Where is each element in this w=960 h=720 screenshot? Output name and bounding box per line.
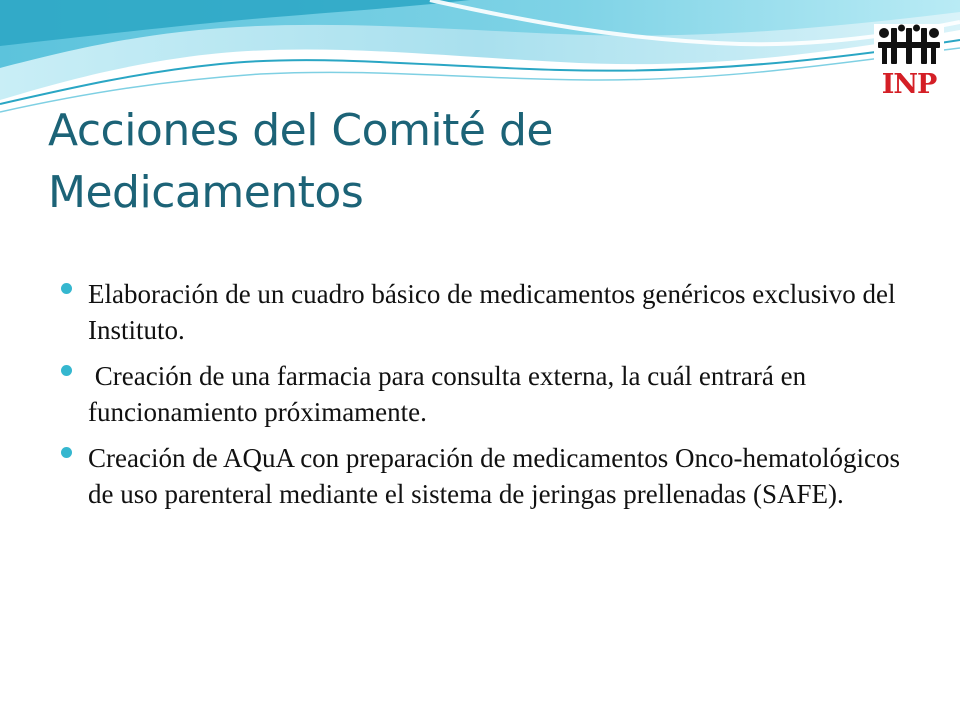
bullet-dot-icon: [61, 365, 72, 376]
inp-logo: [874, 24, 944, 102]
bullet-dot-icon: [61, 283, 72, 294]
bullet-dot-icon: [61, 447, 72, 458]
bullet-text: Elaboración de un cuadro básico de medicamentos genéricos exclusivo del Instituto.: [88, 279, 896, 345]
bullet-text: Creación de una farmacia para consulta externa, la cuál entrará en funcionamiento próximamente.: [88, 361, 813, 427]
family-figures-icon: [874, 24, 944, 70]
bullet-text: Creación de AQuA con preparación de medicamentos Onco-hematológicos de uso parenteral mediante el sistema de jeringas prellenadas (SAFE).: [88, 443, 900, 509]
list-item: [58, 276, 918, 348]
slide-title: Acciones del Comité de Medicamentos: [48, 105, 553, 218]
logo-text: INP: [881, 69, 937, 100]
bullet-list: [58, 276, 918, 522]
list-item: [58, 358, 918, 430]
list-item: [58, 440, 918, 512]
